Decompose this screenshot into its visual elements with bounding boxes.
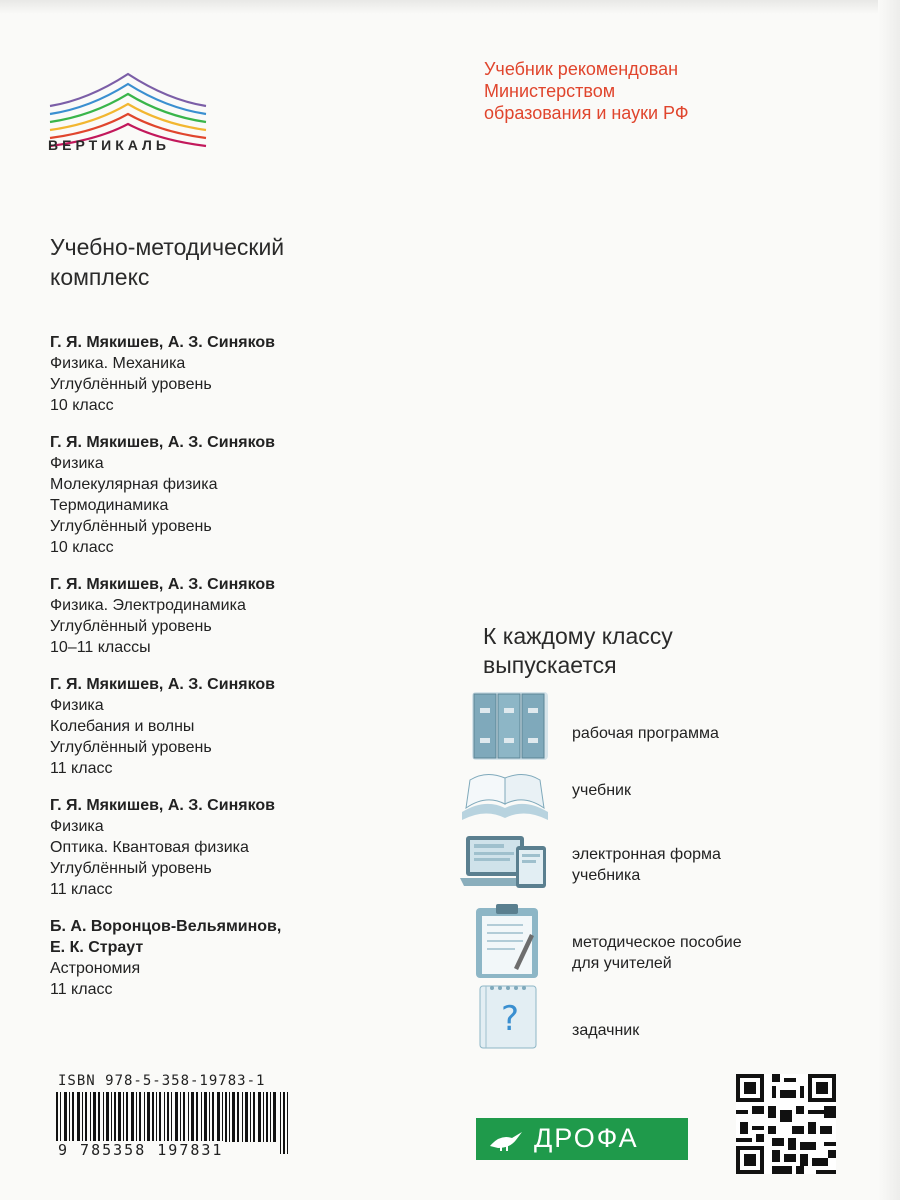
material-label-line: задачник (572, 1022, 640, 1039)
material-label-line: рабочая программа (572, 725, 719, 742)
recommendation-line: Учебник рекомендован (484, 59, 679, 79)
book-line: Колебания и волны (50, 718, 195, 735)
logo-wordmark: ВЕРТИКАЛЬ (48, 137, 170, 153)
book-line: 11 класс (50, 760, 113, 777)
laptop-tablet-icon (460, 832, 550, 892)
book-authors: Б. А. Воронцов-Вельяминов, (50, 918, 282, 935)
question-notebook-icon (460, 982, 550, 1052)
binders-icon (460, 690, 550, 770)
material-label-line: для учителей (572, 955, 672, 972)
book-line: Углублённый уровень (50, 860, 212, 877)
clipboard-pen-icon (460, 902, 550, 982)
publisher-logo (476, 1118, 688, 1160)
isbn-label: ISBN 978-5-358-19783-1 (58, 1073, 266, 1089)
book-authors: Е. К. Страут (50, 939, 144, 956)
book-line: Физика (50, 697, 104, 714)
book-line: 10 класс (50, 539, 114, 556)
book-line: Углублённый уровень (50, 618, 212, 635)
book-authors: Г. Я. Мякишев, А. З. Синяков (50, 676, 275, 693)
book-entry (50, 432, 410, 558)
svg-text:?: ? (501, 999, 520, 1039)
each-class-heading-line: К каждому классу (483, 623, 673, 649)
book-line: 10–11 классы (50, 639, 151, 656)
recommendation-line: образования и науки РФ (484, 103, 689, 123)
ministry-recommendation (484, 58, 689, 124)
book-authors: Г. Я. Мякишев, А. З. Синяков (50, 576, 275, 593)
material-label-line: методическое пособие (572, 934, 742, 951)
each-class-heading (483, 622, 673, 680)
book-authors: Г. Я. Мякишев, А. З. Синяков (50, 797, 275, 814)
book-line: 11 класс (50, 881, 113, 898)
book-line: Физика. Электродинамика (50, 597, 246, 614)
book-line: Физика (50, 455, 104, 472)
book-entry (50, 795, 410, 900)
book-line: 11 класс (50, 981, 113, 998)
material-label-line: учебника (572, 867, 641, 884)
book-line: Физика (50, 818, 104, 835)
book-line: Термодинамика (50, 497, 169, 514)
umk-heading-line: Учебно-методический (50, 234, 285, 260)
material-label (572, 723, 719, 744)
cover-right-edge (878, 0, 900, 1200)
material-label (572, 932, 742, 974)
each-class-heading-line: выпускается (483, 652, 617, 678)
qr-code-icon (736, 1074, 836, 1174)
book-authors: Г. Я. Мякишев, А. З. Синяков (50, 334, 275, 351)
open-book-icon (460, 768, 550, 828)
book-line: Астрономия (50, 960, 141, 977)
book-line: 10 класс (50, 397, 114, 414)
book-line: Углублённый уровень (50, 739, 212, 756)
book-entry (50, 332, 410, 416)
book-authors: Г. Я. Мякишев, А. З. Синяков (50, 434, 275, 451)
umk-heading (50, 232, 284, 292)
book-line: Углублённый уровень (50, 518, 212, 535)
book-line: Физика. Механика (50, 355, 186, 372)
book-line: Оптика. Квантовая физика (50, 839, 249, 856)
book-entry (50, 574, 410, 658)
cover-top-edge (0, 0, 900, 14)
material-label (572, 1020, 639, 1041)
material-label-line: учебник (572, 782, 631, 799)
recommendation-line: Министерством (484, 81, 616, 101)
book-entry (50, 674, 410, 779)
book-list (50, 332, 410, 1016)
material-label (572, 780, 631, 801)
book-line: Углублённый уровень (50, 376, 212, 393)
barcode-digits: 9 785358 197831 (58, 1141, 224, 1159)
book-line: Молекулярная физика (50, 476, 218, 493)
book-entry (50, 916, 410, 1000)
umk-heading-line: комплекс (50, 264, 150, 290)
material-label-line: электронная форма (572, 846, 721, 863)
drofa-bird-icon (486, 1126, 526, 1152)
publisher-name: ДРОФА (534, 1123, 639, 1153)
material-label (572, 844, 721, 886)
